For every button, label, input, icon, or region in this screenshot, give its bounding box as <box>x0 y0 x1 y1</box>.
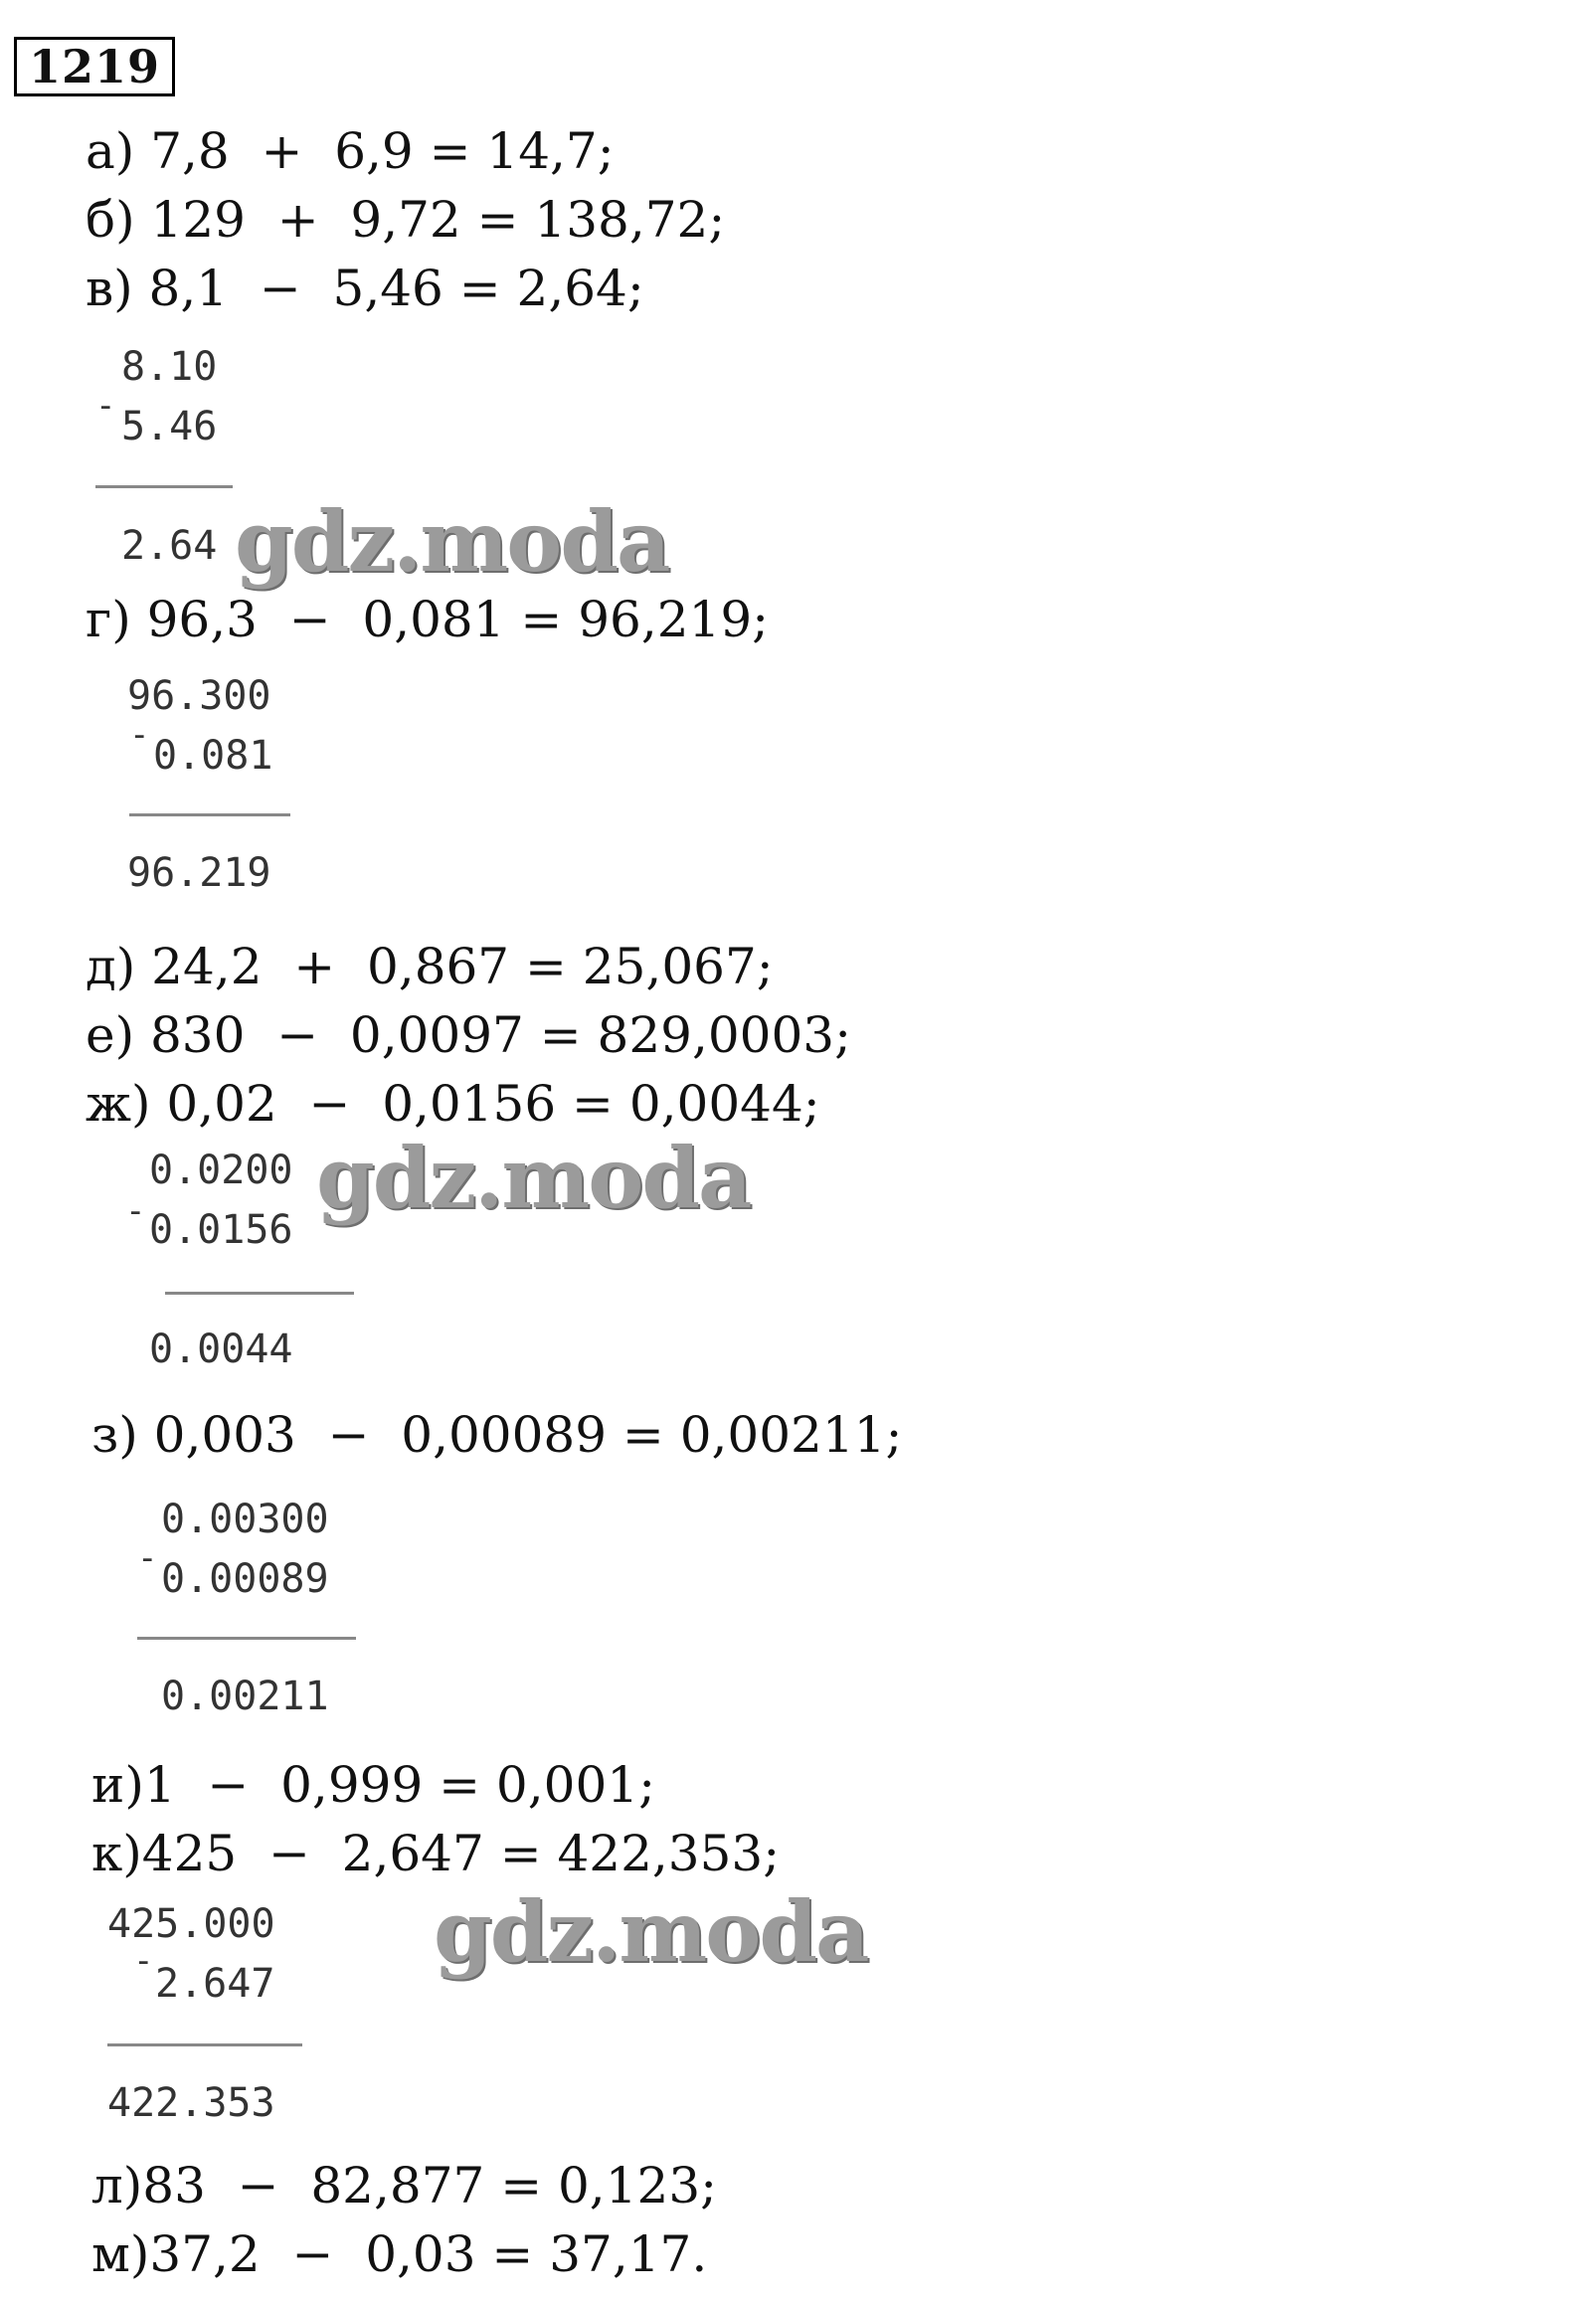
column-minuend: 0.0200 <box>149 1148 293 1193</box>
column-minus-sign: - <box>95 386 116 426</box>
column-result: 0.00211 <box>161 1674 329 1719</box>
equation-m: м)37,2 − 0,03 = 37,17. <box>91 2225 708 2283</box>
equation-b: б) 129 + 9,72 = 138,72; <box>86 191 726 249</box>
column-minuend: 96.300 <box>127 673 271 719</box>
equation-z: з) 0,003 − 0,00089 = 0,00211; <box>91 1406 903 1464</box>
column-minuend: 8.10 <box>121 344 218 390</box>
watermark: gdz.moda <box>316 1129 751 1227</box>
column-subtrahend: 5.46 <box>121 404 218 449</box>
column-minus-sign: - <box>129 715 150 755</box>
column-minus-sign: - <box>133 1941 154 1981</box>
column-result-line <box>129 813 290 816</box>
equation-d: д) 24,2 + 0,867 = 25,067; <box>86 938 774 995</box>
equation-zh: ж) 0,02 − 0,0156 = 0,0044; <box>86 1075 820 1133</box>
equation-i: и)1 − 0,999 = 0,001; <box>91 1756 655 1814</box>
column-minus-sign: - <box>125 1191 146 1231</box>
column-result-line <box>95 485 233 488</box>
watermark: gdz.moda <box>434 1882 868 1981</box>
column-result: 422.353 <box>107 2080 275 2126</box>
watermark: gdz.moda <box>235 492 669 591</box>
equation-v: в) 8,1 − 5,46 = 2,64; <box>86 260 644 317</box>
column-minuend: 425.000 <box>107 1901 275 1947</box>
column-subtrahend: 2.647 <box>155 1961 275 2007</box>
column-result: 0.0044 <box>149 1327 293 1372</box>
column-minuend: 0.00300 <box>161 1497 329 1542</box>
task-number-box: 1219 <box>14 37 175 96</box>
column-subtrahend: 0.0156 <box>149 1207 293 1253</box>
column-result-line <box>137 1637 356 1640</box>
column-result-line <box>107 2043 302 2046</box>
column-result: 96.219 <box>127 850 271 896</box>
column-result: 2.64 <box>121 523 218 569</box>
column-result-line <box>165 1292 354 1295</box>
equation-g: г) 96,3 − 0,081 = 96,219; <box>86 591 770 648</box>
equation-e: е) 830 − 0,0097 = 829,0003; <box>86 1006 851 1064</box>
equation-l: л)83 − 82,877 = 0,123; <box>91 2157 717 2214</box>
equation-a: а) 7,8 + 6,9 = 14,7; <box>86 122 615 180</box>
column-subtrahend: 0.081 <box>153 733 273 779</box>
column-subtrahend: 0.00089 <box>161 1556 329 1602</box>
column-minus-sign: - <box>137 1538 158 1578</box>
equation-k: к)425 − 2,647 = 422,353; <box>91 1825 781 1882</box>
